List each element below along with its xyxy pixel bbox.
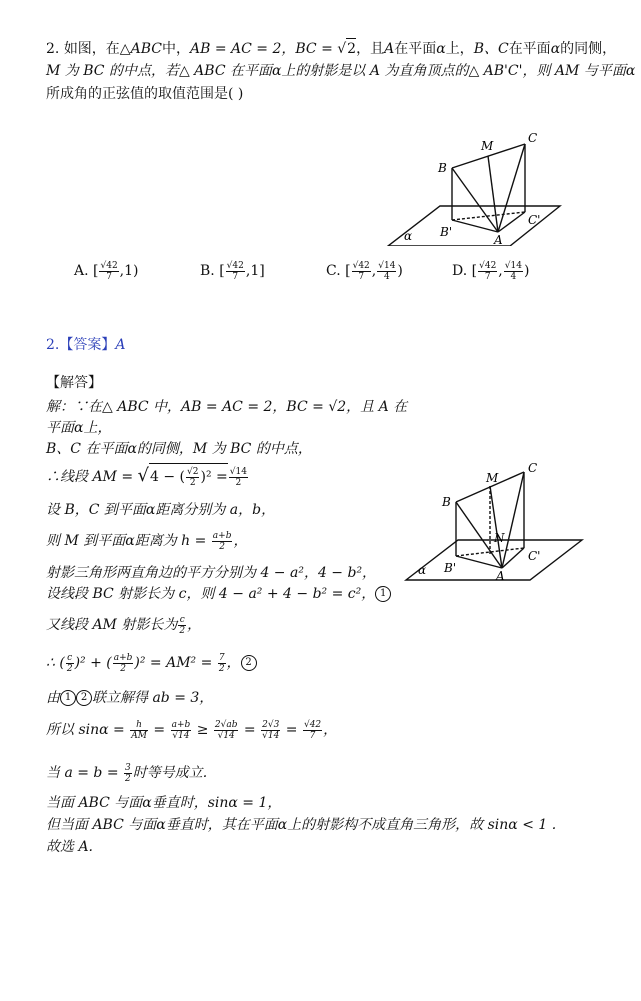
label-B: B — [438, 161, 447, 175]
label-Bp: B' — [440, 225, 453, 239]
option-c[interactable]: C. [ $\frac{√42}{7}$ , $\frac{√14}{4}$ ) — [326, 260, 403, 282]
segment-MA-2 — [490, 486, 502, 568]
plane-alpha-2 — [406, 540, 582, 580]
label-Bp-2: B' — [444, 561, 457, 575]
label-Cp-2: C' — [528, 549, 541, 563]
solution-figure — [400, 456, 590, 584]
solution-line-3: B、C 在平面α的同侧，M 为 BC 的中点， — [46, 441, 312, 457]
solution-line-9: 又线段 AM 射影长为 $\frac{c}{2}$ ， — [46, 614, 202, 636]
question-line-3: 所成角的正弦值的取值范围是( ) — [46, 86, 244, 102]
label-M: M — [481, 139, 494, 153]
solution-line-11: 由 1 2 联立解得 ab = 3， — [46, 690, 214, 706]
question-line-2: M 为 BC 的中点，若△ ABC 在平面α上的射影是以 A 为直角顶点的△ AB'C'，则 AM 与平面α — [46, 63, 636, 79]
option-d[interactable]: D. [ $\frac{√42}{7}$ , $\frac{√14}{4}$ ) — [452, 260, 530, 282]
label-C: C — [528, 131, 538, 145]
solution-line-14: 当面 ABC 与面α垂直时，sinα = 1， — [46, 795, 282, 811]
solution-line-8: 设线段 BC 射影长为 c，则 4 − a² + 4 − b² = c²， 1 — [46, 584, 391, 604]
label-A-2: A — [496, 569, 505, 583]
solution-line-10: ∴ ( $\frac{c}{2}$ )² + ( $\frac{a+b}{2}$ )² = AM² = $\frac{7}{2}$ ， 2 — [46, 650, 257, 676]
label-Cp: C' — [528, 213, 541, 227]
label-M-2: M — [486, 471, 499, 485]
label-alpha: α — [404, 229, 413, 243]
option-b[interactable]: B. [ $\frac{√42}{7}$ ,1] — [200, 260, 265, 282]
solution-line-6: 则 M 到平面α距离为 h = $\frac{a+b}{2}$ ， — [46, 530, 248, 552]
solution-line-15: 但当面 ABC 与面α垂直时，其在平面α上的射影构不成直角三角形，故 sinα < 1 . — [46, 817, 557, 833]
solution-line-4: ∴线段 AM = √4 − ( $\frac{√2}{2}$ )² = $\frac{√14}{2}$ — [46, 463, 249, 490]
segment-CA-2 — [502, 472, 524, 568]
question-figure — [380, 128, 570, 246]
solution-line-7: 射影三角形两直角边的平方分别为 4 − a²，4 − b²， — [46, 565, 377, 581]
question-line-1: 2. 如图，在△ABC中，AB = AC = 2，BC = √2，且A在平面α上，B、C在平面α的同侧， — [46, 38, 616, 59]
label-N-2: N — [494, 531, 505, 545]
solution-header: 【解答】 — [46, 375, 102, 391]
solution-line-13: 当 a = b = $\frac{3}{2}$ 时等号成立. — [46, 762, 208, 784]
solution-line-2: 平面α上， — [46, 420, 112, 436]
label-alpha-2: α — [418, 563, 427, 577]
label-A: A — [494, 233, 503, 246]
solution-line-5: 设 B，C 到平面α距离分别为 a，b， — [46, 502, 276, 518]
option-a[interactable]: A. [ $\frac{√42}{7}$ ,1) — [74, 260, 139, 282]
label-C-2: C — [528, 461, 538, 475]
label-B-2: B — [442, 495, 451, 509]
solution-line-12: 所以 sinα = $\frac{h}{AM}$ = $\frac{a+b}{√14}$ ≥ $\frac{2√ab}{√14}$ = $\frac{2√3}{√14}$ = $\frac{√42}{7}$ ， — [46, 719, 338, 741]
answer-line: 2.【答案】A — [46, 337, 126, 353]
segment-CA — [498, 144, 525, 232]
solution-line-16: 故选 A. — [46, 839, 94, 855]
solution-line-1: 解：∵在△ ABC 中，AB = AC = 2，BC = √2，且 A 在 — [46, 399, 408, 415]
